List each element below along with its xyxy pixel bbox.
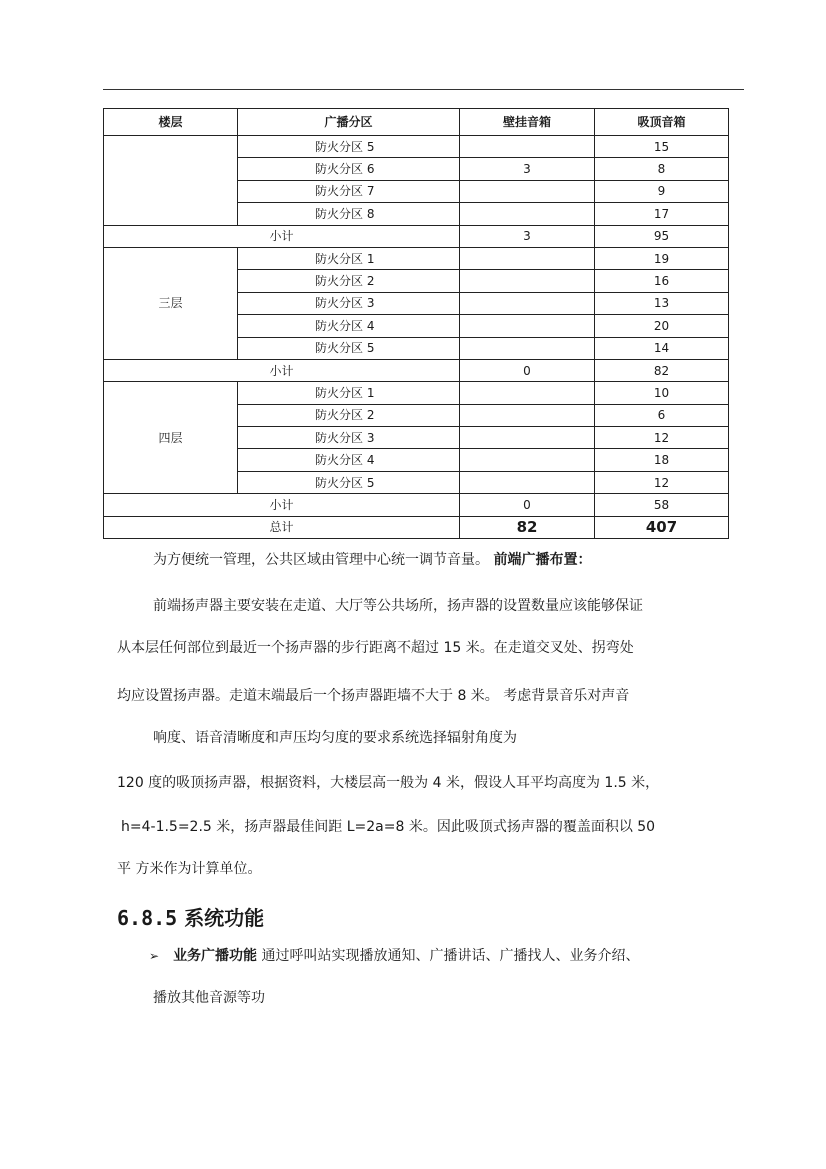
ceiling-cell: 9 xyxy=(595,180,729,202)
wall-cell xyxy=(460,449,595,471)
ceiling-cell: 8 xyxy=(595,158,729,180)
body-line: 前端扬声器主要安装在走道、大厅等公共场所，扬声器的设置数量应该能够保证 xyxy=(153,598,643,614)
subtotal-row xyxy=(104,494,729,516)
zone-cell: 防火分区 5 xyxy=(238,337,460,359)
body-line: 响度、语音清晰度和声压均匀度的要求系统选择辐射角度为 xyxy=(153,730,517,746)
bullet-item xyxy=(149,949,640,963)
body-line: 从本层任何部位到最近一个扬声器的步行距离不超过 15 米。在走道交叉处、拐弯处 xyxy=(117,640,634,656)
ceiling-cell: 10 xyxy=(595,382,729,404)
ceiling-cell: 19 xyxy=(595,247,729,269)
wall-cell xyxy=(460,471,595,493)
header-ceiling-speaker: 吸顶音箱 xyxy=(595,109,729,136)
body-line: h=4-1.5=2.5 米，扬声器最佳间距 L=2a=8 米。因此吸顶式扬声器的覆盖面积以 50 xyxy=(121,819,656,835)
floor-cell: 四层 xyxy=(104,382,238,494)
subtotal-label: 小计 xyxy=(104,359,460,381)
total-row xyxy=(104,516,729,538)
ceiling-cell: 15 xyxy=(595,136,729,158)
zone-cell: 防火分区 1 xyxy=(238,247,460,269)
table-row xyxy=(104,382,729,404)
floor-cell xyxy=(104,136,238,226)
zone-cell: 防火分区 4 xyxy=(238,315,460,337)
body-line: 均应设置扬声器。走道末端最后一个扬声器距墙不大于 8 米。 考虑背景音乐对声音 xyxy=(117,688,630,704)
zone-cell: 防火分区 2 xyxy=(238,404,460,426)
wall-cell xyxy=(460,315,595,337)
floor-cell: 三层 xyxy=(104,247,238,359)
total-label: 总计 xyxy=(104,516,460,538)
table-row xyxy=(104,247,729,269)
zone-cell: 防火分区 5 xyxy=(238,471,460,493)
paragraph-volume-control xyxy=(153,553,591,567)
subtotal-wall: 3 xyxy=(460,225,595,247)
ceiling-cell: 20 xyxy=(595,315,729,337)
wall-cell xyxy=(460,427,595,449)
body-line: 120 度的吸顶扬声器，根据资料，大楼层高一般为 4 米，假设人耳平均高度为 1.5 米， xyxy=(117,775,660,791)
section-heading xyxy=(117,902,264,931)
table-row xyxy=(104,136,729,158)
wall-cell xyxy=(460,203,595,225)
zone-cell: 防火分区 3 xyxy=(238,427,460,449)
subtotal-label: 小计 xyxy=(104,494,460,516)
bullet-bold-lead: 业务广播功能 xyxy=(173,948,258,964)
total-wall: 82 xyxy=(460,516,595,538)
speaker-count-table xyxy=(103,108,729,539)
zone-cell: 防火分区 3 xyxy=(238,292,460,314)
subtotal-row xyxy=(104,225,729,247)
table-header-row xyxy=(104,109,729,136)
body-line: 平 方米作为计算单位。 xyxy=(117,861,262,877)
subtotal-ceiling: 95 xyxy=(595,225,729,247)
header-zone: 广播分区 xyxy=(238,109,460,136)
zone-cell: 防火分区 4 xyxy=(238,449,460,471)
ceiling-cell: 16 xyxy=(595,270,729,292)
wall-cell xyxy=(460,337,595,359)
header-wall-speaker: 壁挂音箱 xyxy=(460,109,595,136)
ceiling-cell: 14 xyxy=(595,337,729,359)
subtotal-row xyxy=(104,359,729,381)
wall-cell xyxy=(460,382,595,404)
header-rule xyxy=(103,89,744,90)
zone-cell: 防火分区 7 xyxy=(238,180,460,202)
paragraph-bold-lead: 前端广播布置： xyxy=(493,552,592,568)
subtotal-label: 小计 xyxy=(104,225,460,247)
zone-cell: 防火分区 5 xyxy=(238,136,460,158)
wall-cell xyxy=(460,180,595,202)
section-title: 系统功能 xyxy=(184,906,265,930)
wall-cell xyxy=(460,136,595,158)
ceiling-cell: 12 xyxy=(595,427,729,449)
bullet-continuation: 播放其他音源等功 xyxy=(153,990,265,1006)
wall-cell xyxy=(460,247,595,269)
ceiling-cell: 17 xyxy=(595,203,729,225)
wall-cell: 3 xyxy=(460,158,595,180)
paragraph-text: 为方便统一管理，公共区域由管理中心统一调节音量。 xyxy=(153,552,489,568)
bullet-text: 通过呼叫站实现播放通知、广播讲话、广播找人、业务介绍、 xyxy=(261,948,640,964)
ceiling-cell: 13 xyxy=(595,292,729,314)
zone-cell: 防火分区 1 xyxy=(238,382,460,404)
zone-cell: 防火分区 2 xyxy=(238,270,460,292)
ceiling-cell: 12 xyxy=(595,471,729,493)
ceiling-cell: 18 xyxy=(595,449,729,471)
section-number: 6.8.5 xyxy=(117,906,178,930)
subtotal-ceiling: 82 xyxy=(595,359,729,381)
wall-cell xyxy=(460,404,595,426)
zone-cell: 防火分区 6 xyxy=(238,158,460,180)
ceiling-cell: 6 xyxy=(595,404,729,426)
subtotal-ceiling: 58 xyxy=(595,494,729,516)
header-floor: 楼层 xyxy=(104,109,238,136)
subtotal-wall: 0 xyxy=(460,494,595,516)
wall-cell xyxy=(460,270,595,292)
total-ceiling: 407 xyxy=(595,516,729,538)
arrow-bullet-icon: ➢ xyxy=(149,949,160,963)
zone-cell: 防火分区 8 xyxy=(238,203,460,225)
subtotal-wall: 0 xyxy=(460,359,595,381)
wall-cell xyxy=(460,292,595,314)
